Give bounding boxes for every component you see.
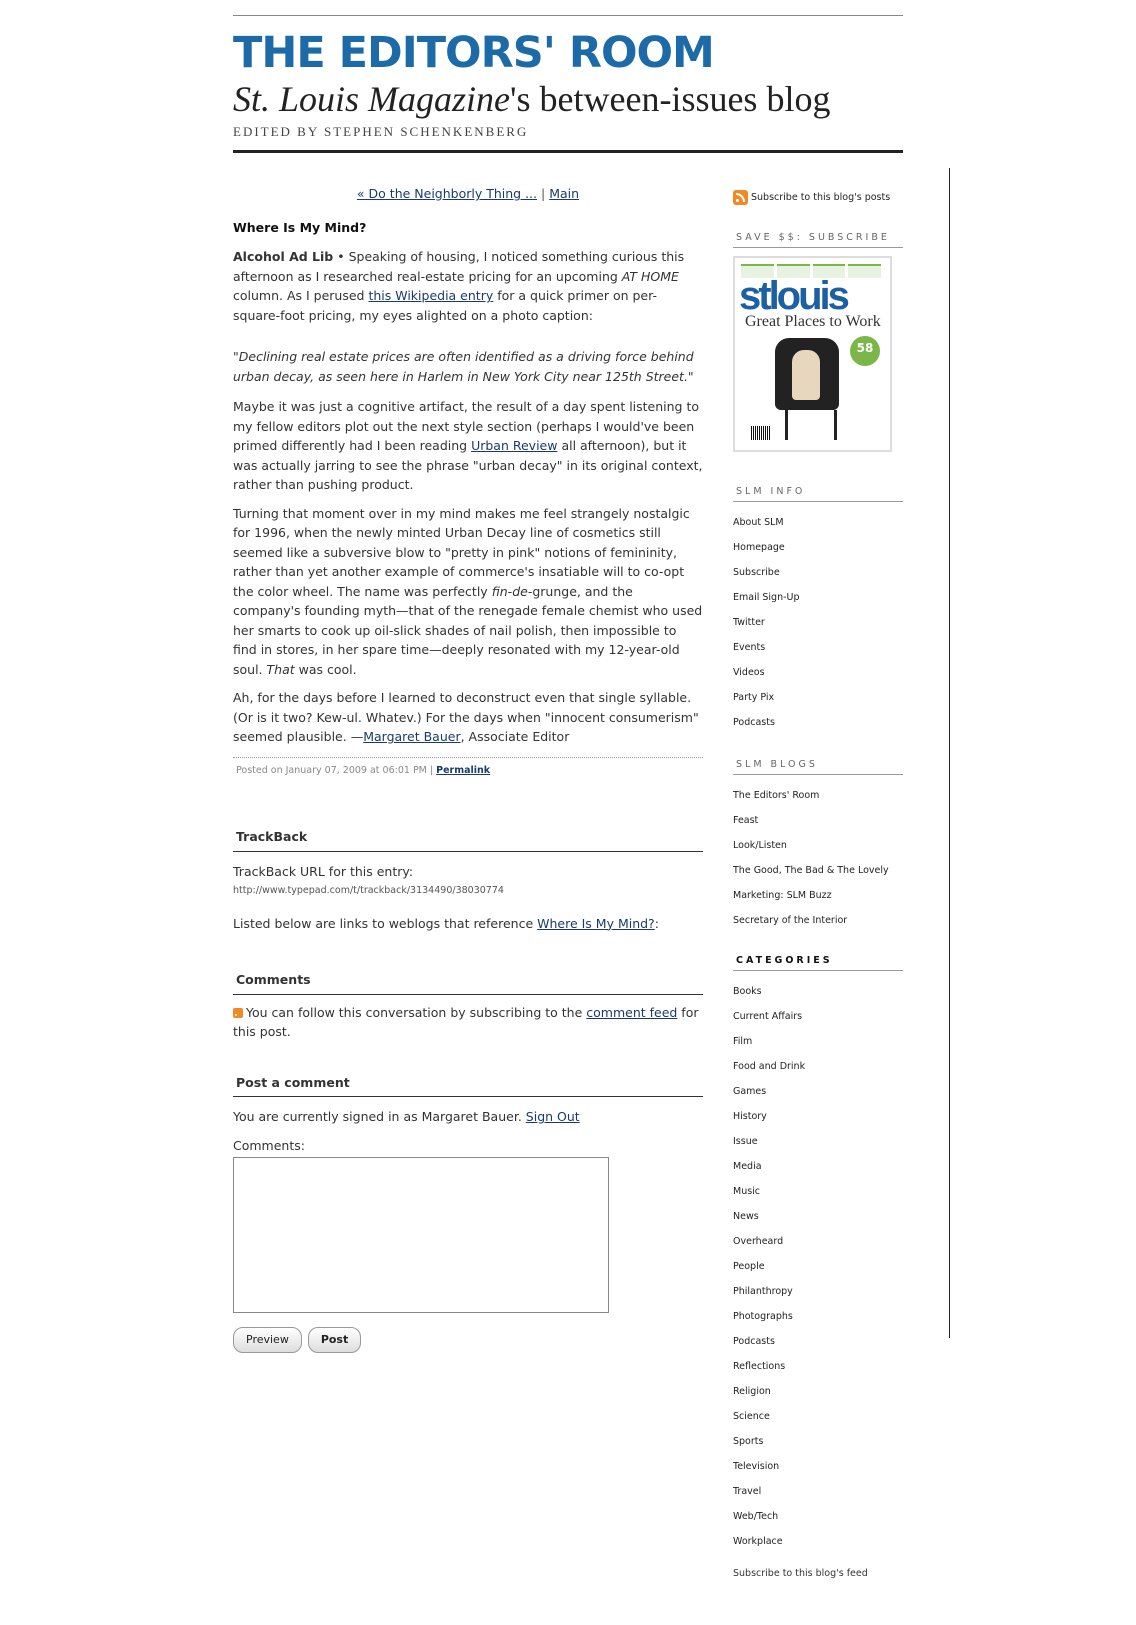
blog-editor-line: EDITED BY STEPHEN SCHENKENBERG	[233, 124, 529, 139]
entry-text: -grunge, and the company's founding myth—that of the renegade female chemist who used her smarts to cook up oil-slick shades of nail polish, then impossible to find in stores, in her spare time—deeply resonated with my 12-year-old soul.	[233, 583, 703, 677]
photo-caption-quote: "Declining real estate prices are often identified as a driving force behind urban decay, as seen here in Harlem in New York City near 125th Street."	[233, 349, 694, 384]
author-link[interactable]: Margaret Bauer	[363, 729, 461, 744]
sidebar-item[interactable]: Feast	[733, 815, 759, 826]
posted-date: Posted on January 07, 2009 at 06:01 PM |	[236, 764, 437, 776]
signed-in-notice	[233, 1107, 703, 1127]
trackback-listed	[233, 914, 703, 934]
category-item[interactable]: History	[733, 1111, 767, 1122]
trackback-label: TrackBack URL for this entry:	[233, 863, 414, 879]
signed-in-text: You are currently signed in as Margaret Bauer.	[233, 1109, 526, 1124]
blog-subtitle-rest: 's between-issues blog	[510, 79, 831, 119]
comment-feed-text: You can follow this conversation by subscribing to the	[246, 1004, 587, 1020]
category-item[interactable]: Philanthropy	[733, 1286, 793, 1297]
blog-title[interactable]: THE EDITORS' ROOM	[233, 28, 714, 78]
urban-review-link[interactable]: Urban Review	[471, 438, 558, 453]
entry-text: was cool.	[294, 661, 357, 677]
permalink-link[interactable]: Permalink	[436, 764, 491, 776]
category-item[interactable]: Travel	[733, 1486, 762, 1497]
sidebar-item[interactable]: The Good, The Bad & The Lovely	[733, 865, 889, 876]
comments-heading: Comments	[233, 970, 703, 995]
category-item[interactable]: Reflections	[733, 1361, 786, 1372]
prev-entry-link[interactable]: « Do the Neighborly Thing ...	[356, 186, 537, 201]
category-item[interactable]: Workplace	[733, 1536, 783, 1547]
cover-barcode	[751, 426, 771, 440]
cover-badge: 58	[850, 336, 880, 366]
category-item[interactable]: Issue	[733, 1136, 758, 1147]
category-item[interactable]: Overheard	[733, 1236, 784, 1247]
categories-list	[733, 979, 903, 1554]
category-item[interactable]: Books	[733, 986, 762, 997]
sidebar-item[interactable]: Look/Listen	[733, 840, 787, 851]
sidebar-item[interactable]: Subscribe	[733, 567, 780, 578]
preview-button[interactable]: Preview	[233, 1327, 302, 1353]
banner-top-rule	[233, 15, 903, 16]
entry-text: for a quick primer on per-square-foot pricing, my eyes alighted on a photo caption:	[233, 288, 657, 323]
entry-text: all afternoon), but it was actually jarring to see the phrase "urban decay" in its original context, rather than pushing product.	[233, 438, 703, 492]
category-item[interactable]: Media	[733, 1161, 762, 1172]
entry-kicker: Alcohol Ad Lib	[233, 249, 334, 264]
entry-text: Ah, for the days before I learned to deconstruct even that single syllable. (Or is it two? Kew-ul. Whatev.) For the days when "innocent consumerism" seemed plausible. —	[233, 690, 699, 744]
comment-feed-notice	[233, 1003, 703, 1042]
sidebar	[733, 190, 903, 1579]
post-button[interactable]: Post	[308, 1327, 361, 1353]
comment-actions	[233, 1327, 703, 1353]
entry-paragraph-3	[233, 504, 703, 680]
sidebar-divider	[949, 168, 950, 1338]
slm-info-heading: SLM INFO	[733, 486, 903, 502]
category-item[interactable]: Web/Tech	[733, 1511, 779, 1522]
trackback-listed-text: Listed below are links to weblogs that reference	[233, 915, 538, 931]
subscribe-posts-link[interactable]	[733, 190, 903, 205]
entry-footer	[233, 757, 703, 784]
category-item[interactable]: Science	[733, 1411, 770, 1422]
subscribe-feed-link[interactable]: Subscribe to this blog's feed	[733, 1568, 868, 1579]
entry-text: , Associate Editor	[460, 729, 570, 744]
comment-feed-text: for this post.	[233, 1004, 699, 1039]
category-item[interactable]: People	[733, 1261, 765, 1272]
entry-emphasis: AT HOME	[621, 268, 679, 284]
comment-textarea[interactable]	[233, 1157, 609, 1313]
category-item[interactable]: Food and Drink	[733, 1061, 806, 1072]
entry-paragraph-4	[233, 688, 703, 747]
blog-subtitle	[233, 78, 830, 120]
category-item[interactable]: Sports	[733, 1436, 764, 1447]
entry-paragraph-2	[233, 397, 703, 495]
wikipedia-link[interactable]: this Wikipedia entry	[368, 288, 494, 303]
banner-bottom-rule	[233, 150, 903, 153]
sidebar-item[interactable]: Homepage	[733, 542, 785, 553]
main-link[interactable]: Main	[549, 186, 580, 201]
subscribe-heading: SAVE $$: SUBSCRIBE	[733, 232, 903, 248]
sidebar-item[interactable]: Twitter	[733, 617, 765, 628]
category-item[interactable]: Religion	[733, 1386, 771, 1397]
trackback-url: http://www.typepad.com/t/trackback/3134490/38030774	[233, 885, 504, 896]
trackback-listed-colon: :	[654, 915, 659, 931]
entry-text: Turning that moment over in my mind makes me feel strangely nostalgic for 1996, when the newly minted Urban Decay line of cosmetics still seemed like a subversive blow to "pretty in pink" notions of femininity, rather than yet another example of commerce's insatiable will to co-opt the color wheel. The name was perfectly	[233, 505, 690, 599]
comments-label: Comments:	[233, 1137, 305, 1153]
slm-info-list	[733, 510, 903, 735]
categories-heading: CATEGORIES	[733, 955, 903, 971]
sidebar-item[interactable]: About SLM	[733, 517, 784, 528]
category-item[interactable]: News	[733, 1211, 759, 1222]
cover-chair-base	[785, 410, 837, 440]
nav-separator: |	[541, 186, 546, 201]
blog-subtitle-magazine: St. Louis Magazine	[233, 79, 511, 119]
slm-blogs-heading: SLM BLOGS	[733, 759, 903, 775]
entry-text: • Speaking of housing, I noticed something curious this afternoon as I researched real-estate pricing for an upcoming	[233, 249, 685, 284]
sidebar-item[interactable]: The Editors' Room	[733, 790, 820, 801]
post-comment-heading: Post a comment	[233, 1073, 703, 1098]
cover-dog	[792, 350, 820, 400]
slm-blogs-list	[733, 783, 903, 933]
entry-emphasis: fin-de	[491, 583, 528, 599]
cover-logo: stlouis	[739, 274, 847, 318]
entry-paragraph-1	[233, 247, 703, 325]
sidebar-item[interactable]: Marketing: SLM Buzz	[733, 890, 832, 901]
entry-title: Where Is My Mind?	[233, 219, 367, 235]
main-column	[233, 180, 703, 1353]
sidebar-item[interactable]: Secretary of the Interior	[733, 915, 848, 926]
sidebar-item[interactable]: Events	[733, 642, 766, 653]
category-item[interactable]: Games	[733, 1086, 767, 1097]
rss-icon[interactable]	[233, 1008, 243, 1018]
sidebar-item[interactable]: Email Sign-Up	[733, 592, 800, 603]
trackback-heading: TrackBack	[233, 827, 703, 852]
entry-navigation	[233, 184, 703, 204]
rss-feed-icon[interactable]	[733, 190, 748, 205]
subscribe-posts-label[interactable]: Subscribe to this blog's posts	[751, 192, 891, 203]
category-item[interactable]: Music	[733, 1186, 761, 1197]
comment-feed-link[interactable]: comment feed	[586, 1004, 678, 1020]
entry-emphasis: That	[266, 661, 295, 677]
entry-text: Maybe it was just a cognitive artifact, the result of a day spent listening to my fellow editors plot out the next style section (perhaps I would've been primed differently had I been reading	[233, 399, 700, 453]
sidebar-item[interactable]: Party Pix	[733, 692, 775, 703]
sidebar-item[interactable]: Videos	[733, 667, 765, 678]
sidebar-item[interactable]: Podcasts	[733, 717, 775, 728]
category-item[interactable]: Photographs	[733, 1311, 793, 1322]
category-item[interactable]: Podcasts	[733, 1336, 775, 1347]
category-item[interactable]: Current Affairs	[733, 1011, 803, 1022]
magazine-cover-image[interactable]	[733, 256, 892, 452]
category-item[interactable]: Television	[733, 1461, 780, 1472]
cover-tagline: Great Places to Work	[745, 313, 881, 330]
entry-reference-link[interactable]: Where Is My Mind?	[537, 915, 655, 931]
category-item[interactable]: Film	[733, 1036, 753, 1047]
entry-text: column. As I perused	[233, 288, 369, 303]
sign-out-link[interactable]: Sign Out	[525, 1109, 580, 1124]
